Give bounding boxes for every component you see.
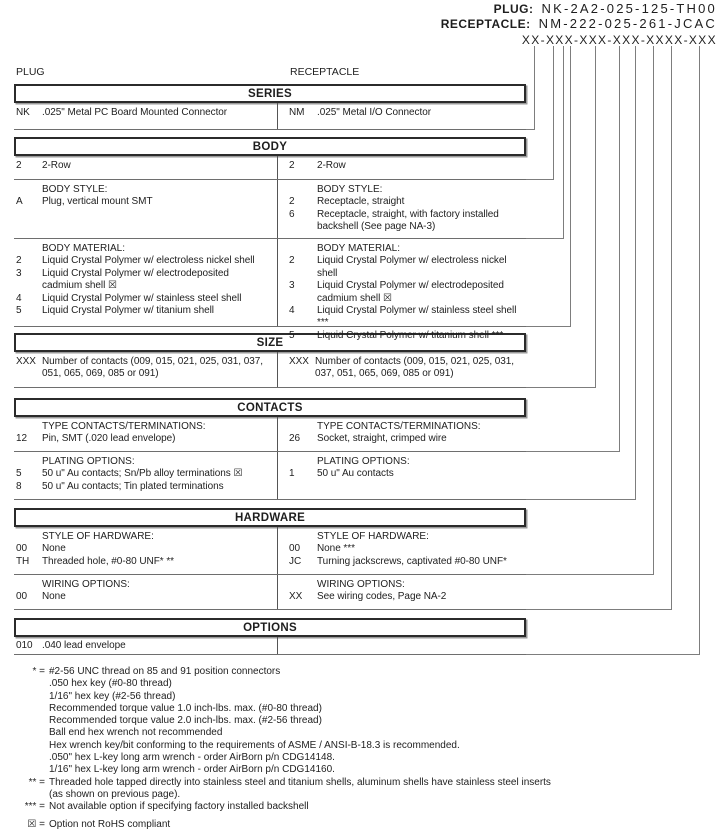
- footnote-row: [14, 666, 559, 678]
- subsection-label: STYLE OF HARDWARE:: [42, 531, 154, 542]
- description: Receptacle, straight, with factory installed backshell (See page NA-3): [317, 208, 499, 233]
- code-row: [16, 107, 273, 119]
- description: 50 u" Au contacts; Tin plated terminations: [42, 480, 224, 492]
- plating-options-block: [14, 452, 526, 500]
- code: 5: [16, 468, 22, 480]
- description: None: [42, 591, 66, 603]
- code-row: [289, 280, 526, 305]
- plug-column-cell: [14, 452, 278, 499]
- code: 3: [16, 267, 22, 279]
- code: TH: [16, 555, 30, 567]
- footnote-row: [14, 678, 559, 690]
- body-style-block: [14, 180, 526, 239]
- subsection-label: STYLE OF HARDWARE:: [317, 531, 429, 542]
- code-row: [16, 433, 273, 445]
- footnote-marker: [14, 752, 45, 764]
- description: Liquid Crystal Polymer w/ electrodeposited cadmium shell ☒: [42, 267, 229, 292]
- code: XX: [289, 591, 303, 603]
- section-header-size: SIZE: [14, 333, 526, 352]
- footnote-marker: [14, 715, 45, 727]
- code-row: [289, 160, 526, 172]
- description: Number of contacts (009, 015, 021, 025, 031, 037, 051, 065, 069, 085 or 091): [315, 356, 515, 380]
- subsection-label: PLATING OPTIONS:: [42, 456, 135, 467]
- description: .025" Metal PC Board Mounted Connector: [42, 107, 228, 118]
- code: XXX: [16, 356, 36, 367]
- description: Liquid Crystal Polymer w/ stainless steel shell ***: [317, 305, 517, 329]
- code-row: [16, 293, 273, 305]
- code-row: [16, 160, 273, 172]
- footnote-marker: [14, 727, 45, 739]
- subsection-label: BODY MATERIAL:: [42, 243, 125, 254]
- code: 1: [289, 468, 295, 480]
- section-header-options: OPTIONS: [14, 618, 526, 637]
- description: Turning jackscrews, captivated #0-80 UNF*: [317, 555, 507, 567]
- code: XXX: [289, 356, 309, 367]
- code-row: [289, 556, 526, 568]
- code: 2: [289, 160, 295, 171]
- column-label-plug: PLUG: [16, 66, 45, 78]
- receptacle-column-cell: [278, 575, 526, 609]
- receptacle-column-cell: [278, 180, 526, 238]
- footnote-text: Not available option if specifying factory installed backshell: [49, 801, 309, 813]
- receptacle-column-cell: [278, 156, 526, 179]
- code-row: [289, 468, 526, 480]
- footnote-text: Option not RoHS compliant: [49, 818, 171, 830]
- plug-column-cell: [14, 352, 278, 387]
- receptacle-column-cell: [278, 239, 526, 341]
- footnotes: [14, 666, 559, 831]
- footnote-row: [14, 801, 559, 813]
- pn-connector-line-options: [526, 46, 700, 655]
- code: 6: [289, 208, 295, 220]
- footnote-text: Recommended torque value 2.0 inch-lbs. max. (#2-56 thread): [49, 715, 322, 727]
- code-row: [16, 356, 273, 381]
- footnote-marker: [14, 691, 45, 703]
- footnote-text: Threaded hole tapped directly into stainless steel and titanium shells, aluminum shells have stainless steel inserts (as shown on previous page).: [49, 776, 551, 800]
- code-row: [289, 356, 526, 381]
- footnote-text: Recommended torque value 1.0 inch-lbs. max. (#0-80 thread): [49, 702, 322, 714]
- section-header-series: SERIES: [14, 84, 526, 103]
- column-label-receptacle: RECEPTACLE: [290, 66, 360, 78]
- code-row: [16, 543, 273, 555]
- code: 4: [289, 305, 295, 317]
- code-row: [289, 330, 526, 342]
- plug-column-cell: [14, 239, 278, 326]
- code: 2: [289, 196, 295, 208]
- receptacle-column-cell: [278, 527, 526, 574]
- column-headers: [14, 66, 526, 79]
- code-row: [16, 255, 273, 267]
- code-row: [16, 268, 273, 293]
- footnote-marker: ** =: [28, 776, 45, 788]
- plug-example-label: PLUG:: [493, 2, 534, 16]
- code-row: [289, 543, 526, 555]
- description: Threaded hole, #0-80 UNF* **: [42, 555, 175, 567]
- code: 00: [16, 591, 28, 603]
- code-row: [16, 468, 273, 480]
- code: A: [16, 196, 23, 208]
- footnote-marker: *** =: [24, 801, 45, 813]
- receptacle-example-value: NM-222-025-261-JCAC: [538, 16, 717, 31]
- options-block: [14, 637, 526, 655]
- subsection-label: WIRING OPTIONS:: [317, 579, 405, 590]
- section-header-contacts: CONTACTS: [14, 398, 526, 417]
- footnote-text: .050 hex key (#0-80 thread): [49, 678, 172, 690]
- description: None ***: [317, 543, 355, 555]
- code: 00: [16, 543, 28, 555]
- plug-column-cell: [14, 637, 278, 654]
- footnote-text: Hex wrench key/bit conforming to the requirements of ASME / ANSI-B-18.3 is recommended.: [49, 739, 460, 751]
- plug-example-value: NK-2A2-025-125-TH00: [541, 1, 717, 16]
- description: .025" Metal I/O Connector: [317, 107, 432, 118]
- rohs-symbol: ☒ =: [27, 818, 45, 830]
- code-row: [16, 196, 273, 208]
- code: 00: [289, 543, 301, 555]
- subsection-label: TYPE CONTACTS/TERMINATIONS:: [42, 421, 206, 432]
- description: Plug, vertical mount SMT: [42, 196, 153, 208]
- code-row: [16, 305, 273, 317]
- description: Number of contacts (009, 015, 021, 025, 031, 037, 051, 065, 069, 085 or 091): [42, 356, 264, 380]
- footnote-text: #2-56 UNC thread on 85 and 91 position connectors: [49, 666, 281, 677]
- receptacle-column-cell: [278, 103, 526, 129]
- footnote-marker: [14, 740, 45, 752]
- code: 010: [16, 640, 33, 651]
- footnote-marker: [14, 764, 45, 776]
- receptacle-column-cell: [278, 352, 526, 387]
- subsection-label: BODY STYLE:: [42, 184, 108, 195]
- code: 26: [289, 433, 301, 445]
- footnote-marker: [14, 703, 45, 715]
- description: 2-Row: [42, 160, 71, 171]
- description: .040 lead envelope: [42, 640, 126, 651]
- code: 2: [16, 255, 22, 267]
- description: None: [42, 543, 66, 555]
- footnote-marker: * =: [32, 666, 45, 677]
- section-header-body: BODY: [14, 137, 526, 156]
- size-block: [14, 352, 526, 388]
- code-row: [289, 107, 526, 119]
- description: Liquid Crystal Polymer w/ titanium shell ***: [317, 329, 504, 341]
- code: NM: [289, 107, 305, 118]
- series-block: [14, 103, 526, 130]
- wiring-options-block: [14, 575, 526, 610]
- code: 2: [289, 255, 295, 267]
- subsection-label: TYPE CONTACTS/TERMINATIONS:: [317, 421, 481, 432]
- description: Liquid Crystal Polymer w/ titanium shell: [42, 305, 214, 317]
- code: JC: [289, 555, 302, 567]
- plug-column-cell: [14, 180, 278, 238]
- plug-column-cell: [14, 527, 278, 574]
- description: Liquid Crystal Polymer w/ electroless nickel shell: [317, 255, 507, 279]
- code: NK: [16, 107, 30, 118]
- code: 8: [16, 480, 22, 492]
- footnote-row: [14, 740, 559, 752]
- subsection-label: PLATING OPTIONS:: [317, 456, 410, 467]
- receptacle-column-cell: [278, 417, 526, 451]
- description: 50 u" Au contacts: [317, 468, 394, 480]
- footnote-row: [14, 715, 559, 727]
- code-row: [16, 591, 273, 603]
- subsection-label: BODY MATERIAL:: [317, 243, 400, 254]
- code: 5: [289, 329, 295, 341]
- plug-column-cell: [14, 417, 278, 451]
- code: 2: [16, 160, 22, 171]
- description: 2-Row: [317, 160, 346, 171]
- description: Liquid Crystal Polymer w/ electrodeposited cadmium shell ☒: [317, 280, 504, 304]
- footnote-text: .050" hex L-key long arm wrench - order AirBorn p/n CDG14148.: [49, 752, 335, 764]
- subsection-label: BODY STYLE:: [317, 184, 383, 195]
- description: 50 u" Au contacts; Sn/Pb alloy terminations ☒: [42, 468, 243, 480]
- footnote-row: [14, 703, 559, 715]
- code-row: [289, 433, 526, 445]
- code-row: [289, 196, 526, 208]
- description: Liquid Crystal Polymer w/ stainless steel shell: [42, 292, 242, 304]
- description: Receptacle, straight: [317, 196, 405, 208]
- footnote-row: [14, 764, 559, 776]
- subsection-label: WIRING OPTIONS:: [42, 579, 130, 590]
- ordering-table: [14, 0, 551, 831]
- description: Pin, SMT (.020 lead envelope): [42, 433, 176, 445]
- body-material-block: [14, 239, 526, 341]
- footnote-row: [14, 691, 559, 703]
- code: 3: [289, 280, 295, 292]
- footnote-row: [14, 777, 559, 802]
- footnote-text: Ball end hex wrench not recommended: [49, 727, 223, 739]
- contact-type-block: [14, 417, 526, 452]
- body-row-block: [14, 156, 526, 180]
- plug-column-cell: [14, 103, 278, 129]
- code-row: [16, 481, 273, 493]
- code-row: [289, 209, 526, 234]
- code-row: [16, 556, 273, 568]
- code: 12: [16, 433, 28, 445]
- code-row: [289, 255, 526, 280]
- receptacle-column-cell: [278, 637, 526, 654]
- receptacle-example-label: RECEPTACLE:: [440, 17, 531, 31]
- footnote-row: [14, 752, 559, 764]
- footnote-row: [14, 727, 559, 739]
- footnote-text: 1/16" hex L-key long arm wrench - order AirBorn p/n CDG14160.: [49, 764, 335, 776]
- hardware-style-block: [14, 527, 526, 575]
- description: See wiring codes, Page NA-2: [317, 591, 447, 603]
- section-header-hardware: HARDWARE: [14, 508, 526, 527]
- plug-column-cell: [14, 575, 278, 609]
- receptacle-column-cell: [278, 452, 526, 499]
- code: 4: [16, 292, 22, 304]
- plug-column-cell: [14, 156, 278, 179]
- description: Socket, straight, crimped wire: [317, 433, 447, 445]
- code-row: [16, 640, 273, 652]
- part-number-template: XX-XXX-XXX-XXX-XXXX-XXX: [521, 33, 717, 47]
- footnote-text: 1/16" hex key (#2-56 thread): [49, 690, 176, 702]
- footnote-marker: [14, 678, 45, 690]
- footnote-row-rohs: [14, 819, 559, 831]
- code: 5: [16, 305, 22, 317]
- code-row: [289, 305, 526, 330]
- code-row: [289, 591, 526, 603]
- description: Liquid Crystal Polymer w/ electroless nickel shell: [42, 255, 255, 267]
